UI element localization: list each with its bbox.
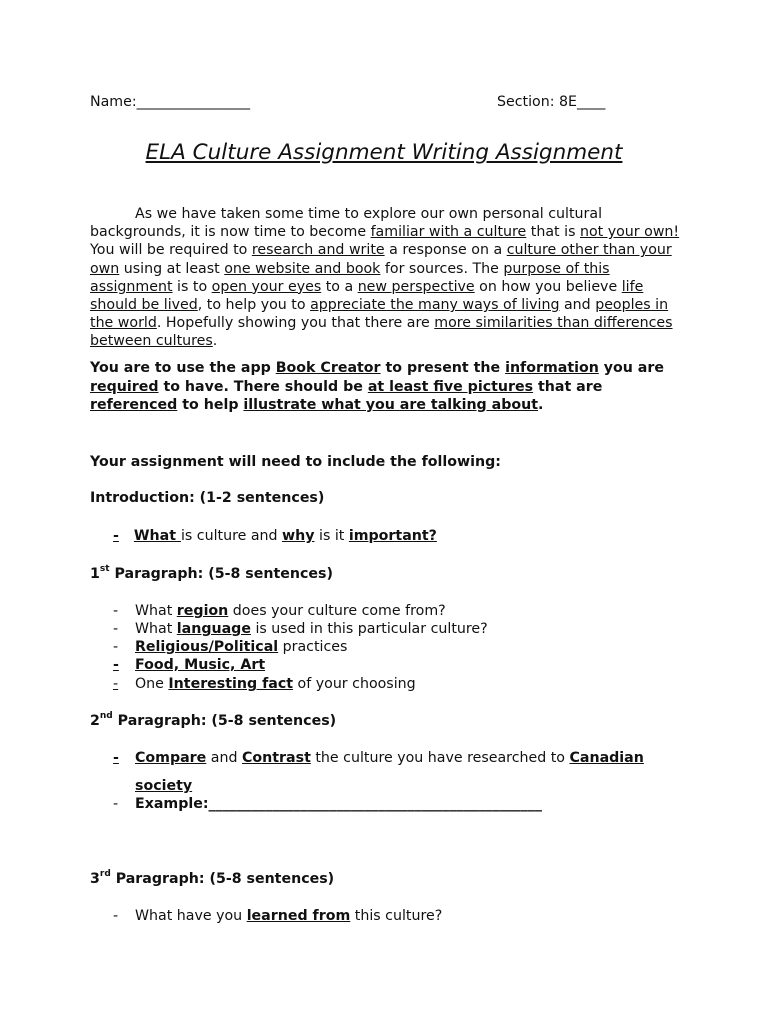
name-field: [90, 93, 250, 111]
item-text: is used in this particular culture?: [250, 621, 488, 637]
list-dash: -: [113, 639, 119, 655]
section-label: Section: 8E: [497, 94, 577, 110]
include-heading: Your assignment will need to include the following:: [90, 454, 501, 470]
p2-canadian: Canadian: [569, 750, 644, 766]
app-emphasis: referenced: [90, 397, 178, 413]
intro-emphasis: familiar with a culture: [370, 224, 527, 241]
p3-heading-text: Paragraph: (5-8 sentences): [110, 871, 335, 887]
item-text: of your choosing: [293, 676, 416, 692]
list-item: [135, 638, 347, 656]
app-emphasis: Book Creator: [275, 360, 381, 376]
list-dash: [113, 749, 119, 767]
intro-text: As we have taken some time to explore our own personal cultural backgrounds, it is now time to become: [90, 206, 603, 241]
intro-emphasis: peoples in the world: [90, 297, 669, 332]
item-text: What: [135, 603, 177, 619]
list-dash: -: [113, 796, 119, 812]
intro-text: using at least: [119, 260, 225, 277]
section-blank: ____: [577, 94, 606, 110]
intro-text: and: [559, 297, 596, 314]
list-item: [135, 620, 488, 638]
app-text: that are: [533, 378, 603, 395]
item-text: What have you: [135, 908, 247, 924]
p1-heading-text: Paragraph: (5-8 sentences): [109, 566, 333, 582]
list-item: [135, 602, 446, 620]
p2-compare: Compare: [135, 750, 207, 766]
intro-text: You will be required to: [90, 242, 252, 259]
intro-text: . Hopefully showing you that there are: [156, 315, 435, 332]
intro-emphasis: culture other than your own: [90, 242, 672, 277]
list-dash-underlined: -: [113, 676, 119, 692]
p2-number: 2: [90, 713, 100, 729]
intro-emphasis: more similarities than differences between cultures: [90, 315, 673, 350]
item-emphasis: region: [176, 603, 229, 619]
intro-text: that is: [526, 224, 580, 241]
list-dash: [113, 656, 119, 674]
app-instructions-paragraph: [90, 359, 690, 415]
introduction-item: [113, 527, 437, 545]
list-dash: -: [113, 908, 119, 924]
intro-item-text: is it: [314, 528, 349, 544]
item-emphasis: Religious/Political: [135, 639, 279, 655]
intro-emphasis: one website and book: [224, 260, 381, 277]
app-text: to present the: [380, 360, 506, 376]
item-text: does your culture come from?: [228, 603, 446, 619]
item-emphasis: learned from: [246, 908, 351, 924]
intro-text: , to help you to: [197, 297, 311, 314]
intro-emphasis: appreciate the many ways of living: [310, 297, 560, 314]
paragraph1-heading: [90, 565, 333, 583]
example-line: [135, 795, 542, 813]
p2-ordinal: nd: [99, 711, 113, 722]
list-dash-underlined: -: [113, 657, 119, 673]
item-text: practices: [278, 639, 348, 655]
paragraph2-heading: [90, 712, 336, 730]
intro-text: to a: [321, 278, 358, 295]
intro-emphasis: not your own!: [579, 224, 680, 241]
app-emphasis: required: [90, 378, 159, 395]
example-label: Example:: [135, 796, 209, 812]
item-emphasis: Interesting fact: [168, 676, 294, 692]
intro-text: for sources. The: [380, 260, 504, 277]
list-item: [135, 675, 416, 693]
list-item: [135, 907, 442, 925]
item-emphasis: Food, Music, Art: [135, 657, 266, 673]
p2-society: society: [135, 778, 193, 794]
list-dash: -: [113, 528, 119, 544]
intro-emphasis: life should be lived: [90, 278, 644, 314]
list-dash: -: [113, 621, 119, 637]
p3-number: 3: [90, 871, 100, 887]
p1-number: 1: [90, 566, 100, 582]
section-field: [497, 93, 605, 111]
intro-what: What: [133, 528, 181, 544]
list-dash-underlined: -: [113, 750, 119, 766]
example-blank: _______________________________________________: [208, 796, 542, 812]
intro-emphasis: research and write: [251, 242, 385, 259]
intro-text: on how you believe: [474, 278, 622, 295]
paragraph3-heading: [90, 870, 334, 888]
p1-ordinal: st: [99, 564, 110, 575]
intro-paragraph: [90, 205, 690, 351]
intro-emphasis: open your eyes: [211, 278, 322, 295]
intro-item-text: is culture and: [180, 528, 283, 544]
app-emphasis: at least five pictures: [367, 378, 534, 395]
name-label: Name:: [90, 94, 137, 110]
item-text: the culture you have researched to: [310, 750, 570, 766]
item-text: and: [206, 750, 243, 766]
list-item: [135, 656, 265, 674]
intro-emphasis: purpose of this assignment: [90, 260, 610, 295]
app-text: to help: [177, 397, 244, 413]
list-dash: -: [113, 603, 119, 619]
intro-text: a response on a: [384, 242, 507, 259]
app-text: you are: [598, 360, 664, 376]
intro-why: why: [282, 528, 315, 544]
app-text: You are to use the app: [90, 360, 276, 376]
item-text: What: [135, 621, 177, 637]
p3-ordinal: rd: [99, 869, 111, 880]
list-dash: [113, 675, 118, 693]
intro-emphasis: new perspective: [357, 278, 475, 295]
page-title: ELA Culture Assignment Writing Assignment: [145, 140, 623, 165]
intro-text: .: [212, 333, 218, 350]
p2-contrast: Contrast: [242, 750, 311, 766]
app-emphasis: information: [505, 360, 599, 376]
name-blank: ________________: [136, 94, 251, 110]
app-text: .: [538, 397, 544, 413]
list-item: [135, 749, 695, 767]
p2-heading-text: Paragraph: (5-8 sentences): [112, 713, 337, 729]
app-emphasis: illustrate what you are talking about: [243, 397, 538, 413]
item-emphasis: language: [176, 621, 251, 637]
app-text: to have. There should be: [158, 378, 368, 395]
intro-important: important?: [348, 528, 437, 544]
introduction-heading: Introduction: (1-2 sentences): [90, 490, 325, 506]
intro-text: is to: [172, 278, 212, 295]
item-text: One: [135, 676, 169, 692]
item-text: this culture?: [350, 908, 443, 924]
list-item-continuation: [135, 777, 192, 795]
